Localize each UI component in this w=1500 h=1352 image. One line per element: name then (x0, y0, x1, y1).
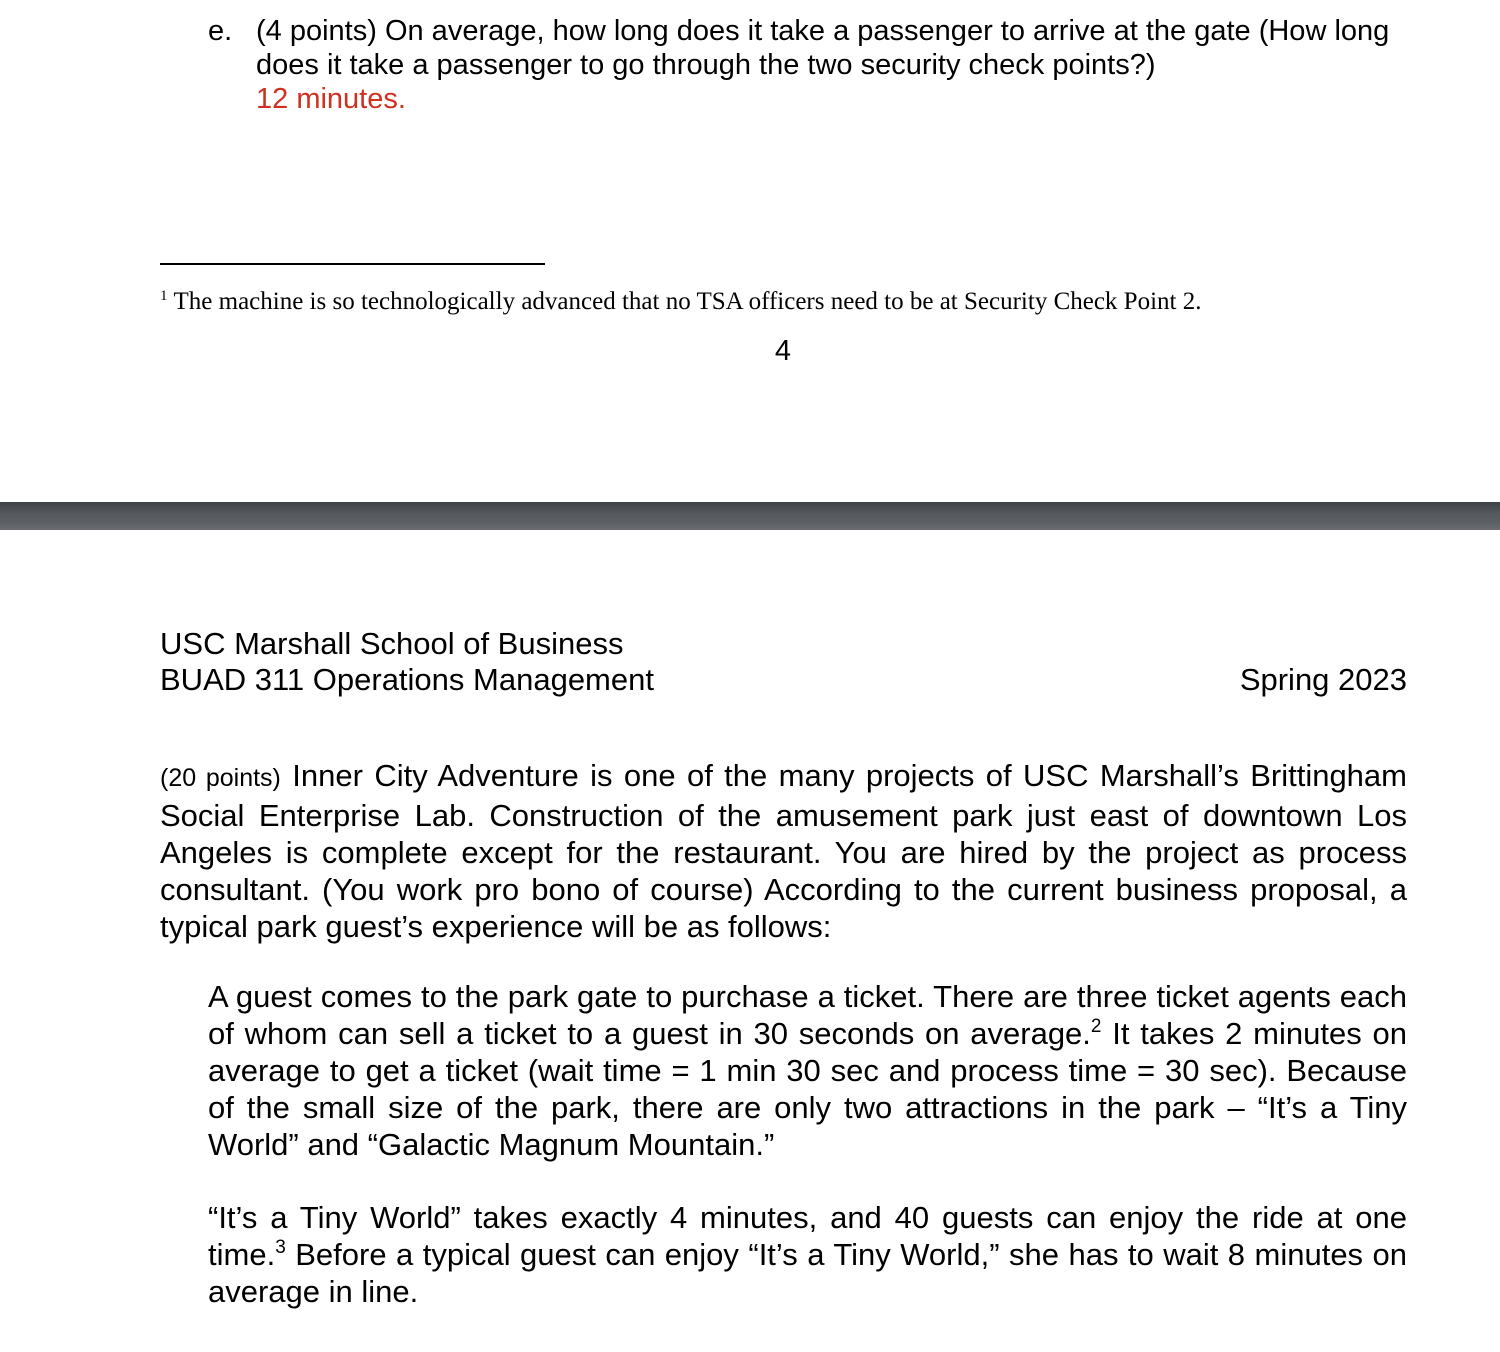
footnote-1 (160, 281, 1410, 317)
question-letter: e. (208, 15, 233, 47)
paragraph-1-text-b: It takes 2 minutes on average to get a ticket (wait time = 1 min 30 sec and process time = 30 sec). Because of the small size of the park, there are only two attractions in the park – “It’s a Tiny World” and “Galactic Magnum Mountain.” (208, 1016, 1407, 1162)
page-number: 4 (774, 335, 792, 367)
footnote-ref-3: 3 (275, 1237, 286, 1258)
document-page-5 (0, 530, 1500, 1352)
footnote-divider (160, 263, 545, 265)
problem-intro-text: Inner City Adventure is one of the many projects of USC Marshall’s Brittingham Social Enterprise Lab. Construction of the amusement park just east of downtown Los Angeles is complete except for the restaurant. You are hired by the project as process consultant. (You work pro bono of course) According to the current business proposal, a typical park guest’s experience will be as follows: (160, 758, 1407, 944)
footnote-text: The machine is so technologically advanced that no TSA officers need to be at Security Check Point 2. (173, 288, 1202, 315)
question-answer: 12 minutes. (256, 83, 406, 115)
header-school: USC Marshall School of Business (160, 626, 624, 661)
scenario-paragraph-1 (208, 978, 1407, 1163)
page-separator (0, 502, 1500, 530)
paragraph-1-text-a: A guest comes to the park gate to purchase a ticket. There are three ticket agents each of whom can sell a ticket to a guest in 30 seconds on average. (208, 979, 1407, 1051)
paragraph-2-text-b: Before a typical guest can enjoy “It’s a Tiny World,” she has to wait 8 minutes on average in line. (208, 1237, 1407, 1309)
scenario-paragraph-2 (208, 1199, 1407, 1310)
problem-intro (160, 757, 1407, 945)
footnote-marker: 1 (160, 288, 168, 304)
page-header (160, 626, 654, 698)
document-page-4 (0, 0, 1500, 502)
question-body (256, 14, 1408, 116)
header-course: BUAD 311 Operations Management (160, 662, 654, 697)
problem-points: (20 points) (160, 764, 281, 792)
question-text: (4 points) On average, how long does it take a passenger to arrive at the gate (How long does it take a passenger to go through the two security check points?) (256, 15, 1390, 81)
paragraph-2-text-a: “It’s a Tiny World” takes exactly 4 minutes, and 40 guests can enjoy the ride at one time. (208, 1200, 1407, 1272)
header-term: Spring 2023 (1239, 662, 1407, 697)
footnote-ref-2: 2 (1090, 1016, 1102, 1037)
